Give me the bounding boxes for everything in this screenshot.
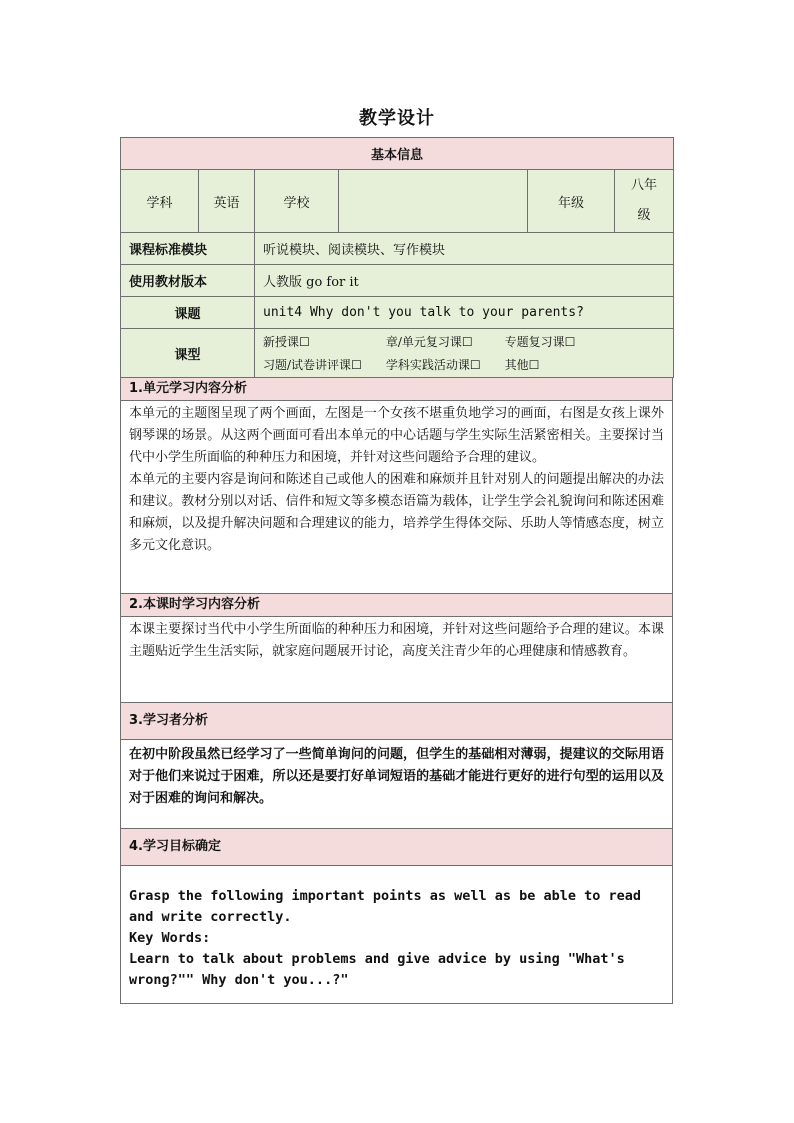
textbook-label: 使用教材版本 — [121, 265, 255, 297]
section-4-paragraph: Learn to talk about problems and give advice by using "What's wrong?"" Why don't you...?" — [129, 951, 625, 988]
lesson-type-option[interactable]: 新授课☐ — [263, 335, 310, 349]
school-value — [339, 170, 528, 233]
lesson-plan-sheet — [120, 137, 673, 1004]
grade-value: 八年级 — [615, 170, 674, 233]
textbook-value: 人教版 go for it — [255, 265, 674, 297]
section-4-paragraph: Key Words: — [129, 930, 211, 946]
section-1-paragraph: 本单元的主要内容是询问和陈述自己或他人的困难和麻烦并且针对别人的问题提出解决的办法和建议。教材分别以对话、信件和短文等多模态语篇为载体，让学生学会礼貌询问和陈述困难和麻烦，以及提升解决问题和合理建议的能力，培养学生得体交际、乐助人等情感态度，树立多元文化意识。 — [129, 472, 664, 553]
section-1-paragraph: 本单元的主题图呈现了两个画面，左图是一个女孩不堪重负地学习的画面，右图是女孩上课外钢琴课的场景。从这两个画面可看出本单元的中心话题与学生实际生活紧密相关。主要探讨当代中小学生所面临的种种压力和困境，并针对这些问题给予合理的建议。 — [129, 406, 664, 465]
lesson-type-option[interactable]: 其他☐ — [504, 358, 540, 372]
section-2-body — [120, 617, 673, 703]
document-title: 教学设计 — [359, 108, 435, 129]
lesson-type-option[interactable]: 习题/试卷讲评课☐ — [263, 358, 362, 372]
topic-value: unit4 Why don't you talk to your parents? — [255, 297, 674, 329]
standard-value: 听说模块、阅读模块、写作模块 — [255, 233, 674, 265]
section-4-body — [120, 866, 673, 1004]
section-4-paragraph: Grasp the following important points as well as be able to read and write correctly. — [129, 888, 642, 925]
section-2-title: 2.本课时学习内容分析 — [120, 594, 673, 617]
subject-label: 学科 — [121, 170, 199, 233]
section-1-title: 1.单元学习内容分析 — [120, 378, 673, 401]
section-4-title: 4.学习目标确定 — [120, 829, 673, 866]
lesson-type-options — [255, 329, 674, 378]
section-3-body — [120, 740, 673, 829]
basic-info-header-text: 基本信息 — [371, 148, 424, 163]
lesson-type-option[interactable]: 专题复习课☐ — [504, 335, 576, 349]
subject-value: 英语 — [199, 170, 255, 233]
basic-info-table — [120, 137, 674, 378]
lesson-type-label: 课型 — [121, 329, 255, 378]
section-3-paragraph: 在初中阶段虽然已经学习了一些简单询问的问题，但学生的基础相对薄弱，提建议的交际用语对于他们来说过于困难，所以还是要打好单词短语的基础才能进行更好的进行句型的运用以及对于困难的询问和解决。 — [129, 747, 664, 806]
school-label: 学校 — [255, 170, 339, 233]
section-2-paragraph: 本课主要探讨当代中小学生所面临的种种压力和困境，并针对这些问题给予合理的建议。本课主题贴近学生生活实际，就家庭问题展开讨论，高度关注青少年的心理健康和情感教育。 — [129, 622, 664, 659]
lesson-type-option[interactable]: 学科实践活动课☐ — [385, 358, 481, 372]
topic-label: 课题 — [121, 297, 255, 329]
grade-label: 年级 — [528, 170, 615, 233]
section-3-title: 3.学习者分析 — [120, 703, 673, 740]
section-1-body — [120, 401, 673, 594]
lesson-type-option[interactable]: 章/单元复习课☐ — [385, 335, 473, 349]
basic-info-header — [121, 138, 674, 170]
standard-label: 课程标准模块 — [121, 233, 255, 265]
